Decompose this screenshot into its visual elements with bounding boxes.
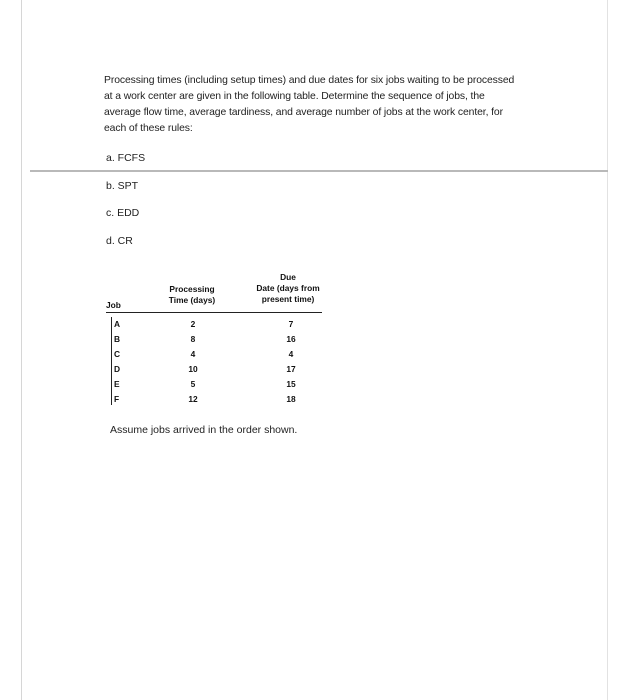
cell-processing: 2 bbox=[190, 319, 196, 329]
cell-job: D bbox=[114, 364, 121, 374]
table-row bbox=[106, 379, 322, 394]
cell-job: F bbox=[114, 394, 120, 404]
header-due-line3: present time) bbox=[261, 294, 315, 304]
header-processing-line2: Time (days) bbox=[168, 295, 216, 305]
header-job: Job bbox=[106, 300, 121, 310]
cell-job: A bbox=[114, 319, 121, 329]
header-processing-time bbox=[162, 284, 222, 306]
cell-due: 15 bbox=[286, 379, 296, 389]
table-body bbox=[106, 319, 322, 409]
table-row bbox=[106, 349, 322, 364]
cell-processing: 10 bbox=[188, 364, 198, 374]
header-due-date bbox=[250, 272, 326, 305]
problem-statement: Processing times (including setup times) and due dates for six jobs waiting to be processed at a work center are given in the following table. Determine the sequence of jobs, the average flow time, average tardiness, and average number of jobs at the work center, for each of these rules: bbox=[104, 75, 515, 134]
cell-due: 4 bbox=[288, 349, 294, 359]
cell-processing: 5 bbox=[190, 379, 196, 389]
cell-due: 7 bbox=[288, 319, 294, 329]
rule-spt: b. SPT bbox=[106, 180, 139, 192]
rule-fcfs: a. FCFS bbox=[106, 152, 146, 164]
cell-processing: 8 bbox=[190, 334, 196, 344]
rule-cr: d. CR bbox=[106, 235, 133, 247]
header-due-line2: Date (days from bbox=[256, 283, 320, 293]
cell-due: 17 bbox=[286, 364, 296, 374]
cell-processing: 4 bbox=[190, 349, 196, 359]
header-underline bbox=[106, 312, 322, 313]
cell-processing: 12 bbox=[188, 394, 198, 404]
table-row bbox=[106, 334, 322, 349]
section-divider bbox=[30, 170, 608, 172]
rule-edd: c. EDD bbox=[106, 207, 140, 219]
page-right-border bbox=[607, 0, 608, 700]
page-left-border bbox=[21, 0, 22, 700]
cell-job: C bbox=[114, 349, 121, 359]
header-due-line1: Due bbox=[280, 272, 296, 282]
table-row bbox=[106, 319, 322, 334]
header-processing-line1: Processing bbox=[169, 284, 215, 294]
cell-job: B bbox=[114, 334, 121, 344]
table-row bbox=[106, 394, 322, 409]
cell-due: 16 bbox=[286, 334, 296, 344]
cell-due: 18 bbox=[286, 394, 296, 404]
cell-job: E bbox=[114, 379, 120, 389]
assumption-note: Assume jobs arrived in the order shown. bbox=[110, 424, 298, 436]
table-row bbox=[106, 364, 322, 379]
